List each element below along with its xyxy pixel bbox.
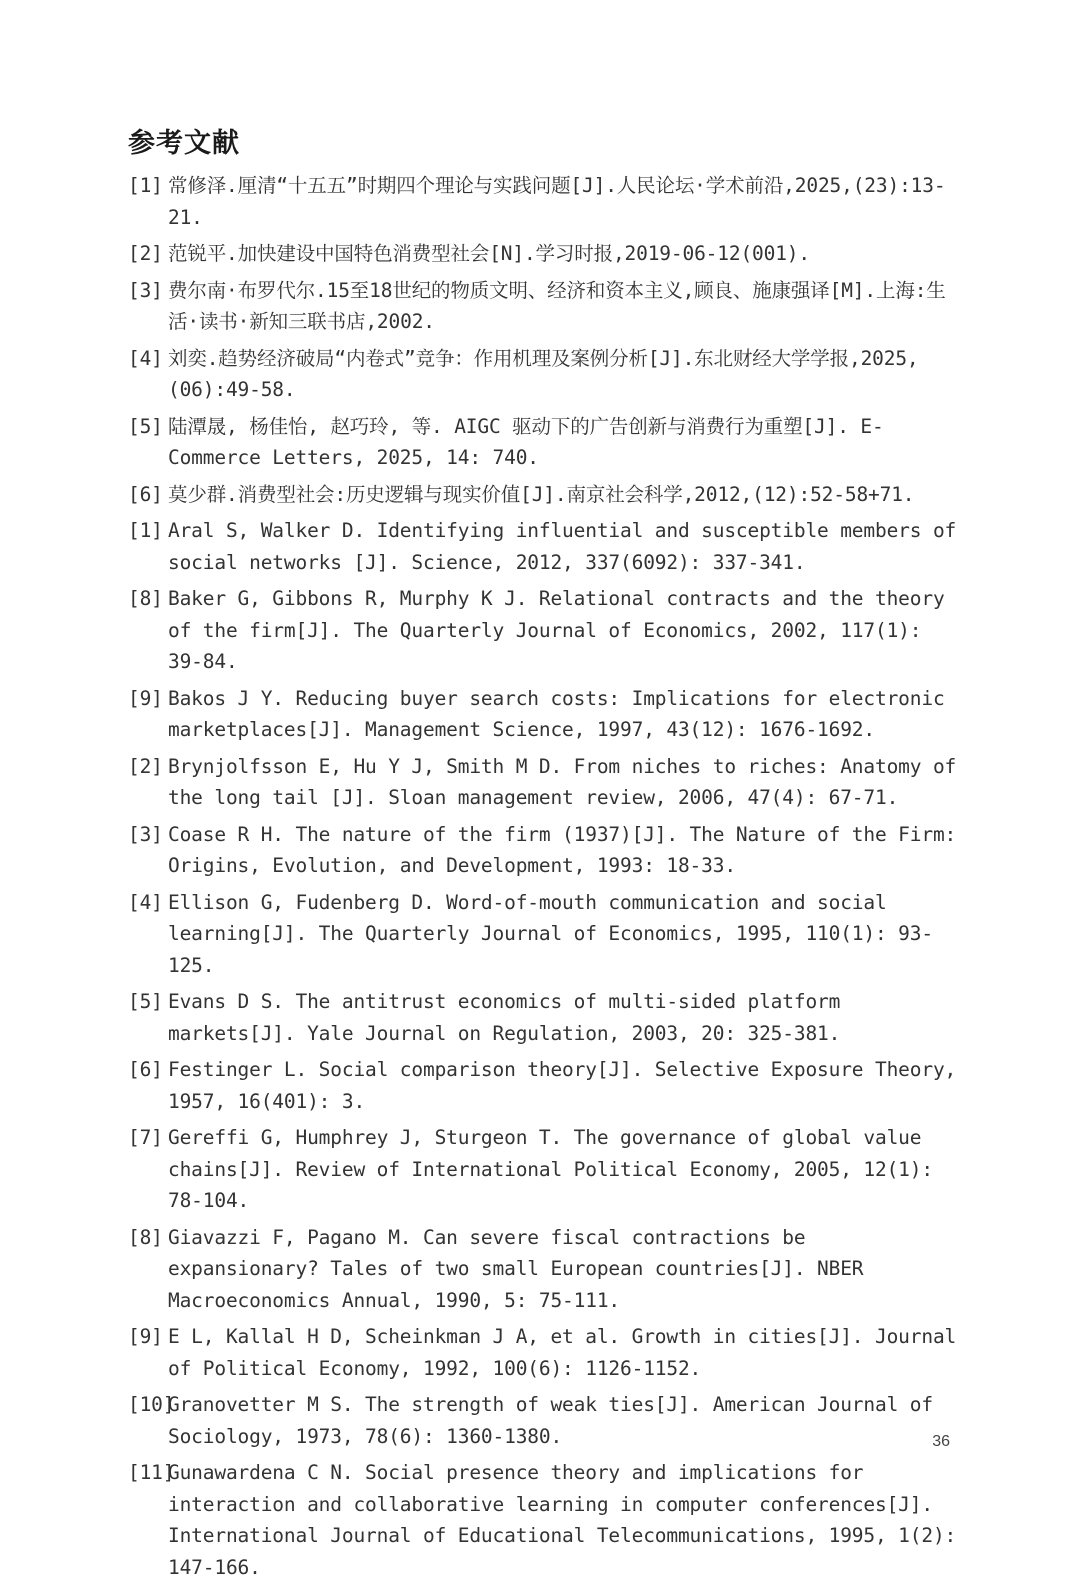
reference-number: [9]: [128, 686, 163, 710]
reference-text: 范锐平.加快建设中国特色消费型社会[N].学习时报,2019-06-12(001).: [168, 242, 810, 265]
reference-item: [128, 1122, 958, 1217]
reference-text: Festinger L. Social comparison theory[J]. Selective Exposure Theory, 1957, 16(401): 3.: [168, 1058, 957, 1113]
reference-item: [128, 343, 958, 406]
reference-number: [1]: [128, 519, 163, 542]
reference-number: [8]: [128, 587, 163, 610]
reference-text: 莫少群.消费型社会:历史逻辑与现实价值[J].南京社会科学,2012,(12):52-58+71.: [168, 482, 915, 506]
reference-item: [128, 986, 958, 1049]
reference-number: [9]: [128, 1325, 163, 1348]
page-number: 36: [932, 1433, 950, 1450]
reference-text: Giavazzi F, Pagano M. Can severe fiscal contractions be expansionary? Tales of two small European countries[J]. NBER Macroeconomics Annual, 1990, 5: 75-111.: [168, 1225, 864, 1312]
reference-number: [1]: [128, 174, 163, 197]
reference-item: [128, 1222, 958, 1317]
reference-item: [128, 887, 958, 982]
reference-item: [128, 1054, 958, 1117]
reference-number: [3]: [128, 278, 163, 302]
reference-number: [4]: [128, 346, 163, 370]
reference-item: [128, 583, 958, 678]
reference-text: 刘奕.趋势经济破局“内卷式”竞争：作用机理及案例分析[J].东北财经大学学报,2025,(06):49-58.: [168, 346, 919, 401]
references-heading: 参考文献: [128, 128, 240, 159]
reference-item: [128, 479, 958, 511]
reference-text: 常修泽.厘清“十五五”时期四个理论与实践问题[J].人民论坛·学术前沿,2025,(23):13-21.: [168, 174, 946, 229]
reference-number: [7]: [128, 1126, 163, 1149]
reference-item: [128, 1321, 958, 1384]
reference-number: [2]: [128, 242, 163, 265]
reference-number: [2]: [128, 754, 163, 778]
reference-text: Gunawardena C N. Social presence theory and implications for interaction and collaborative learning in computer conferences[J]. International Journal of Educational Telecommunications, 1995, 1(2): 147-166.: [168, 1461, 957, 1579]
reference-item: [128, 275, 958, 338]
reference-number: [5]: [128, 990, 163, 1013]
reference-number: [6]: [128, 482, 163, 506]
reference-text: Evans D S. The antitrust economics of multi-sided platform markets[J]. Yale Journal on Regulation, 2003, 20: 325-381.: [168, 990, 841, 1045]
reference-text: Gereffi G, Humphrey J, Sturgeon T. The governance of global value chains[J]. Review of International Political Economy, 2005, 12(1): 78-104.: [168, 1126, 933, 1212]
reference-number: [5]: [128, 414, 163, 438]
reference-item: [128, 683, 958, 746]
reference-item: [128, 819, 958, 882]
reference-number: [4]: [128, 890, 163, 914]
reference-text: 费尔南·布罗代尔.15至18世纪的物质文明、经济和资本主义,顾良、施康强译[M].上海:生活·读书·新知三联书店,2002.: [168, 278, 946, 333]
reference-list: [128, 170, 958, 1588]
reference-text: Brynjolfsson E, Hu Y J, Smith M D. From niches to riches: Anatomy of the long tail [J]. Sloan management review, 2006, 47(4): 67-71.: [168, 754, 957, 809]
reference-item: [128, 238, 958, 270]
reference-number: [8]: [128, 1225, 163, 1249]
reference-item: [128, 170, 958, 233]
reference-text: Coase R H. The nature of the firm (1937)[J]. The Nature of the Firm: Origins, Evolution, and Development, 1993: 18-33.: [168, 822, 957, 877]
reference-text: Aral S, Walker D. Identifying influential and susceptible members of social networks [J]. Science, 2012, 337(6092): 337-341.: [168, 519, 957, 574]
reference-number: [10]: [128, 1393, 175, 1416]
reference-text: Baker G, Gibbons R, Murphy K J. Relational contracts and the theory of the firm[J]. The Quarterly Journal of Economics, 2002, 117(1): 39-84.: [168, 587, 945, 673]
reference-text: Granovetter M S. The strength of weak ties[J]. American Journal of Sociology, 1973, 78(6): 1360-1380.: [168, 1393, 933, 1448]
reference-item: [128, 751, 958, 814]
reference-item: [128, 1389, 958, 1452]
reference-text: Ellison G, Fudenberg D. Word-of-mouth communication and social learning[J]. The Quarterly Journal of Economics, 1995, 110(1): 93-125.: [168, 890, 933, 977]
reference-number: [3]: [128, 822, 163, 846]
reference-item: [128, 515, 958, 578]
reference-text: E L, Kallal H D, Scheinkman J A, et al. Growth in cities[J]. Journal of Political Economy, 1992, 100(6): 1126-1152.: [168, 1325, 957, 1380]
reference-number: [6]: [128, 1058, 163, 1081]
reference-text: Bakos J Y. Reducing buyer search costs: Implications for electronic marketplaces[J]. Management Science, 1997, 43(12): 1676-1692.: [168, 686, 945, 741]
reference-text: 陆潭晟, 杨佳怡, 赵巧玲, 等. AIGC 驱动下的广告创新与消费行为重塑[J]. E-Commerce Letters, 2025, 14: 740.: [168, 414, 884, 469]
reference-number: [11]: [128, 1461, 175, 1484]
reference-item: [128, 411, 958, 474]
reference-item: [128, 1457, 958, 1583]
